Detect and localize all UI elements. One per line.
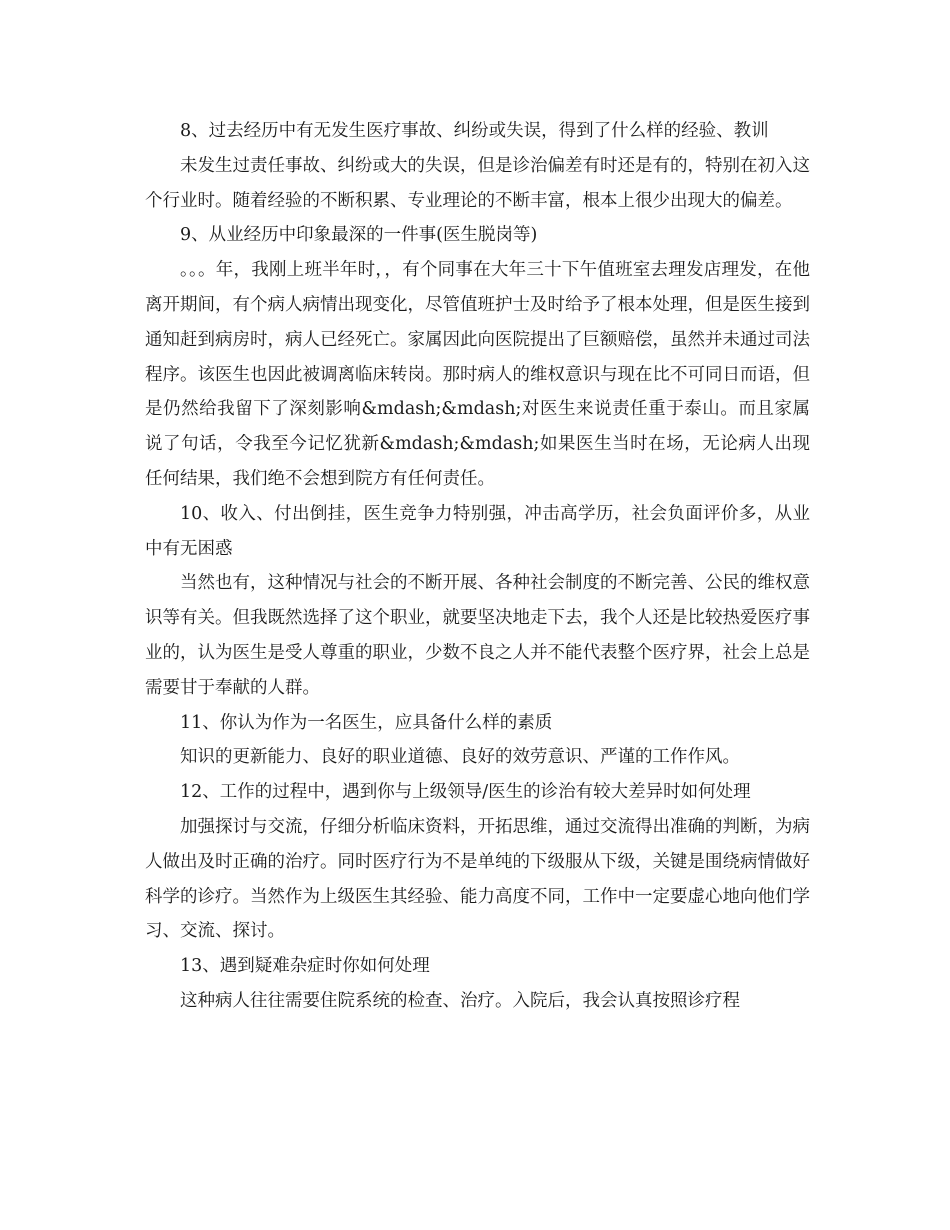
answer-10-paragraph: 当然也有，这种情况与社会的不断开展、各种社会制度的不断完善、公民的维权意识等有关。但我既然选择了这个职业，就要坚决地走下去，我个人还是比较热爱医疗事业的，认为医生是受人尊重的职业，少数不良之人并不能代表整个医疗界，社会上总是需要甘于奉献的人群。	[145, 573, 810, 698]
answer-12-paragraph: 加强探讨与交流，仔细分析临床资料，开拓思维，通过交流得出准确的判断，为病人做出及时正确的治疗。同时医疗行为不是单纯的下级服从下级，关键是围绕病情做好科学的诊疗。当然作为上级医生其经验、能力高度不同，工作中一定要虚心地向他们学习、交流、探讨。	[145, 816, 810, 942]
question-13-heading: 13、遇到疑难杂症时你如何处理	[180, 956, 430, 977]
document-body	[145, 114, 810, 1019]
answer-13-paragraph: 这种病人往往需要住院系统的检查、治疗。入院后，我会认真按照诊疗程	[180, 990, 740, 1011]
question-10-heading: 10、收入、付出倒挂，医生竞争力特别强，冲击高学历，社会负面评价多，从业中有无困惑	[145, 503, 810, 559]
answer-8-paragraph: 未发生过责任事故、纠纷或大的失误，但是诊治偏差有时还是有的，特别在初入这个行业时。随着经验的不断积累、专业理论的不断丰富，根本上很少出现大的偏差。	[145, 155, 810, 211]
question-11-heading: 11、你认为作为一名医生，应具备什么样的素质	[180, 712, 553, 733]
question-8-heading: 8、过去经历中有无发生医疗事故、纠纷或失误，得到了什么样的经验、教训	[180, 121, 769, 141]
answer-9-paragraph: 。。。年，我刚上班半年时，，有个同事在大年三十下午值班室去理发店理发，在他离开期间，有个病人病情出现变化，尽管值班护士及时给予了根本处理，但是医生接到通知赶到病房时，病人已经死亡。家属因此向医院提出了巨额赔偿，虽然并未通过司法程序。该医生也因此被调离临床转岗。那时病人的维权意识与现在比不可同日而语，但是仍然给我留下了深刻影响&mdash;&mdash;对医生来说责任重于泰山。而且家属说了句话，令我至今记忆犹新&mdash;&mdash;如果医生当时在场，无论病人出现任何结果，我们绝不会想到院方有任何责任。	[145, 260, 810, 489]
answer-11-paragraph: 知识的更新能力、良好的职业道德、良好的效劳意识、严谨的工作作风。	[180, 747, 740, 768]
question-12-heading: 12、工作的过程中，遇到你与上级领导/医生的诊治有较大差异时如何处理	[180, 782, 751, 803]
question-9-heading: 9、从业经历中印象最深的一件事(医生脱岗等)	[180, 225, 538, 246]
